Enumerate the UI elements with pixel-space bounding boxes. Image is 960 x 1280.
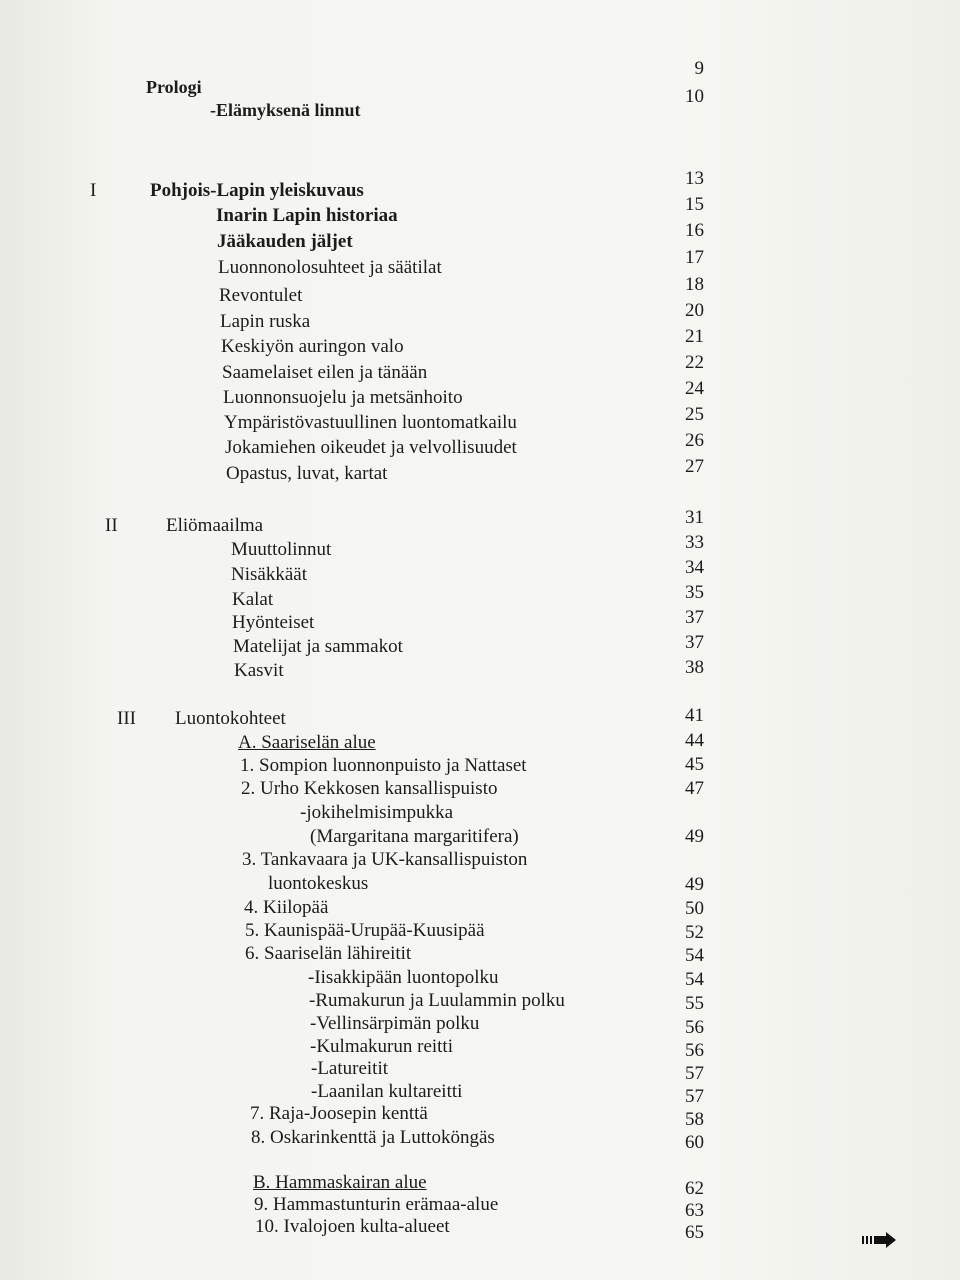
toc-entry-prologi: Prologi (146, 77, 202, 97)
page-number: 50 (685, 898, 704, 919)
page-number: 20 (685, 300, 704, 321)
toc-entry: -jokihelmisimpukka (300, 802, 454, 823)
toc-entry: Kalat (232, 589, 274, 610)
page-number: 54 (685, 969, 704, 990)
toc-entry: -Elämyksenä linnut (210, 100, 361, 120)
page-number: 22 (685, 352, 704, 373)
page-number: 35 (685, 582, 704, 603)
page-number: 16 (685, 220, 704, 241)
toc-entry: -Kulmakurun reitti (310, 1036, 453, 1057)
toc-entry: 6. Saariselän lähireitit (245, 943, 412, 964)
page-number: 57 (685, 1063, 704, 1084)
page-number: 52 (685, 922, 704, 943)
page-number: 38 (685, 657, 704, 678)
page-number: 18 (685, 274, 704, 295)
toc-entry: (Margaritana margaritifera) (310, 826, 519, 847)
toc-entry: -Vellinsärpimän polku (310, 1013, 480, 1034)
section-title: Pohjois-Lapin yleiskuvaus (150, 180, 364, 201)
page-number: 57 (685, 1086, 704, 1107)
page-number: 55 (685, 993, 704, 1014)
toc-entry: Luonnonolosuhteet ja säätilat (218, 257, 442, 278)
page-number: 24 (685, 378, 704, 399)
toc-entry: Nisäkkäät (231, 564, 307, 585)
toc-entry: 4. Kiilopää (244, 897, 329, 918)
toc-entry: Ympäristövastuullinen luontomatkailu (224, 412, 517, 433)
page-number: 37 (685, 632, 704, 653)
toc-entry: Opastus, luvat, kartat (226, 463, 388, 484)
toc-entry: Kasvit (234, 660, 284, 681)
page-number: 34 (685, 557, 704, 578)
toc-entry: Lapin ruska (220, 311, 311, 332)
toc-entry: Jääkauden jäljet (217, 231, 353, 252)
page-number: 54 (685, 945, 704, 966)
toc-entry: -Laanilan kultareitti (311, 1081, 463, 1102)
page-number: 13 (685, 168, 704, 189)
toc-entry: 9. Hammastunturin erämaa-alue (254, 1194, 499, 1215)
page-number: 37 (685, 607, 704, 628)
page-number: 21 (685, 326, 704, 347)
toc-entry: 7. Raja-Joosepin kenttä (250, 1103, 428, 1124)
page-number: 56 (685, 1040, 704, 1061)
toc-entry: luontokeskus (268, 873, 369, 894)
page-number: 65 (685, 1222, 704, 1243)
page-number: 15 (685, 194, 704, 215)
toc-entry: Hyönteiset (232, 612, 315, 633)
page-number: 27 (685, 456, 704, 477)
page-number: 26 (685, 430, 704, 451)
toc-entry: Saamelaiset eilen ja tänään (222, 362, 428, 383)
toc-entry: Luonnonsuojelu ja metsänhoito (223, 387, 463, 408)
page-number: 63 (685, 1200, 704, 1221)
toc-entry: -Iisakkipään luontopolku (308, 967, 499, 988)
toc-entry: Revontulet (219, 285, 303, 306)
toc-entry: 1. Sompion luonnonpuisto ja Nattaset (240, 755, 527, 776)
page-number: 58 (685, 1109, 704, 1130)
toc-entry: 8. Oskarinkenttä ja Luttoköngäs (251, 1127, 495, 1148)
section-numeral: III (117, 708, 136, 729)
page-number: 49 (685, 826, 704, 847)
toc-entry: 10. Ivalojoen kulta-alueet (255, 1216, 450, 1237)
page-number: 62 (685, 1178, 704, 1199)
toc-entry: Inarin Lapin historiaa (216, 205, 398, 226)
toc-entry: 2. Urho Kekkosen kansallispuisto (241, 778, 498, 799)
page-number: 25 (685, 404, 704, 425)
page-number: 44 (685, 730, 704, 751)
toc-entry: 3. Tankavaara ja UK-kansallispuiston (242, 849, 528, 870)
page-number: 31 (685, 507, 704, 528)
toc-entry: Matelijat ja sammakot (233, 636, 403, 657)
section-numeral: I (90, 180, 97, 201)
toc-entry: Muuttolinnut (231, 539, 332, 560)
toc-entry: -Rumakurun ja Luulammin polku (309, 990, 565, 1011)
page-number: 45 (685, 754, 704, 775)
page-number: 60 (685, 1132, 704, 1153)
page-number: 17 (685, 247, 704, 268)
arrow-right-icon (862, 1230, 898, 1250)
toc-entry: Keskiyön auringon valo (221, 336, 404, 357)
page-number: 10 (685, 86, 704, 107)
section-numeral: II (105, 515, 118, 536)
subsection-heading: A. Saariselän alue (238, 732, 376, 753)
section-title: Luontokohteet (175, 708, 286, 729)
section-title: Eliömaailma (166, 515, 264, 536)
toc-entry: 5. Kaunispää-Urupää-Kuusipää (245, 920, 485, 941)
page-number: 33 (685, 532, 704, 553)
page-number: 49 (685, 874, 704, 895)
page-number: 9 (694, 58, 704, 79)
page-number: 56 (685, 1017, 704, 1038)
page-number: 41 (685, 705, 704, 726)
toc-entry: -Latureitit (311, 1058, 389, 1079)
toc-entry: Jokamiehen oikeudet ja velvollisuudet (225, 437, 517, 458)
page-number: 47 (685, 778, 704, 799)
subsection-heading: B. Hammaskairan alue (253, 1172, 427, 1193)
